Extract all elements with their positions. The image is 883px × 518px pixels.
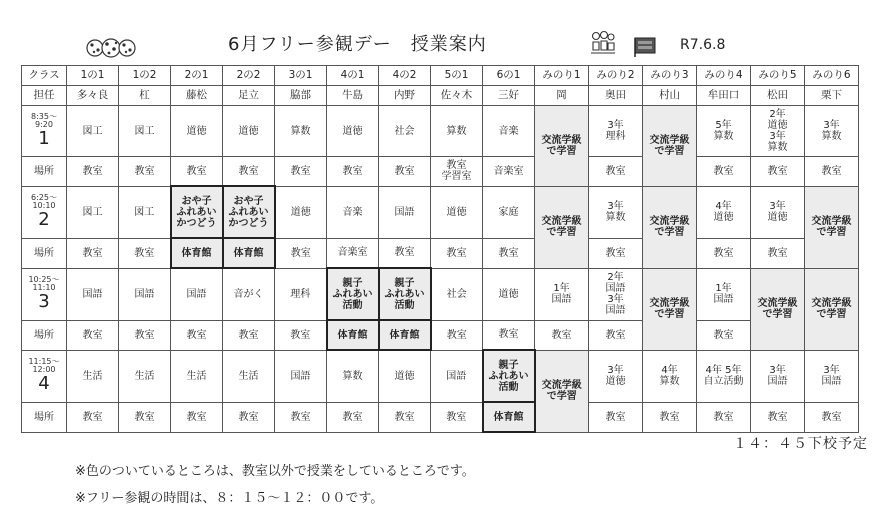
- subject-cell: 生活: [171, 350, 223, 402]
- place-cell: 体育館: [223, 238, 275, 268]
- subject-cell: 道徳: [483, 268, 535, 320]
- class-header-cell: 4の1: [327, 66, 379, 86]
- place-cell: 教室: [67, 320, 119, 350]
- subject-cell: 音楽: [483, 106, 535, 157]
- subject-cell: 社会: [431, 268, 483, 320]
- place-label: 場所: [22, 320, 67, 350]
- place-cell: 教室: [431, 402, 483, 432]
- teacher-cell: 奥田: [589, 86, 643, 106]
- subject-cell: 図工: [119, 186, 171, 238]
- place-cell: 教室: [379, 157, 431, 187]
- subject-cell: 1年 国語: [535, 268, 589, 320]
- exchange-class-cell: 交流学級 で学習: [535, 106, 589, 187]
- place-cell: 教室: [223, 157, 275, 187]
- class-header-label: クラス: [22, 66, 67, 86]
- children-icon: [590, 30, 616, 58]
- subject-cell: 理科: [275, 268, 327, 320]
- exchange-class-cell: 交流学級 で学習: [643, 268, 697, 350]
- subject-cell: 道徳: [171, 106, 223, 157]
- exchange-class-cell: 交流学級 で学習: [535, 186, 589, 268]
- place-cell: 教室: [751, 402, 805, 432]
- place-cell: 教室: [697, 238, 751, 268]
- place-cell: 教室: [751, 157, 805, 187]
- place-cell: 教室: [119, 157, 171, 187]
- place-cell: 教室: [483, 320, 535, 350]
- period-time: 11:15～ 12:00: [28, 357, 60, 374]
- place-row: [22, 320, 859, 350]
- teacher-cell: 栗下: [805, 86, 859, 106]
- subject-cell: 2年 道徳 3年 算数: [751, 106, 805, 157]
- place-cell: 教室: [275, 402, 327, 432]
- exchange-class-cell: 交流学級 で学習: [805, 268, 859, 350]
- place-cell: 教室: [643, 402, 697, 432]
- place-row: [22, 402, 859, 432]
- subject-cell: 算数: [327, 350, 379, 402]
- period-number: 4: [38, 373, 50, 394]
- period-number: 1: [38, 128, 50, 149]
- place-cell: 教室: [697, 320, 751, 350]
- subject-cell: 道徳: [431, 186, 483, 238]
- period-time: 10:25～ 11:10: [28, 275, 60, 292]
- class-header-cell: 4の2: [379, 66, 431, 86]
- period-row: [22, 186, 859, 238]
- subject-cell: 4年 道徳: [697, 186, 751, 238]
- subject-cell: 国語: [379, 186, 431, 238]
- flag-icon: [632, 36, 660, 58]
- place-cell: 教室: [589, 157, 643, 187]
- place-cell: 教室: [67, 402, 119, 432]
- subject-cell: 道徳: [275, 186, 327, 238]
- teacher-cell: 多々良: [67, 86, 119, 106]
- place-cell: 体育館: [379, 320, 431, 350]
- place-cell: 教室: [805, 402, 859, 432]
- teacher-label: 担任: [22, 86, 67, 106]
- subject-cell: 生活: [223, 350, 275, 402]
- class-header-cell: みのり6: [805, 66, 859, 86]
- subject-cell: 親子 ふれあい 活動: [379, 268, 431, 320]
- page-title: 6月フリー参観デー 授業案内: [228, 34, 487, 55]
- subject-cell: 道徳: [379, 350, 431, 402]
- period-time: 8:35～ 9:20: [31, 112, 57, 129]
- place-cell: 教室: [805, 157, 859, 187]
- exchange-class-cell: 交流学級 で学習: [643, 186, 697, 268]
- class-header-cell: みのり5: [751, 66, 805, 86]
- subject-cell: 道徳: [327, 106, 379, 157]
- subject-cell: 算数: [431, 106, 483, 157]
- place-row: [22, 238, 859, 268]
- subject-cell: 4年 5年 自立活動: [697, 350, 751, 402]
- place-cell: 教室: [535, 320, 589, 350]
- subject-cell: 道徳: [223, 106, 275, 157]
- place-cell: 教室: [223, 402, 275, 432]
- subject-cell: 音がく: [223, 268, 275, 320]
- teacher-cell: 三好: [483, 86, 535, 106]
- class-header-cell: みのり2: [589, 66, 643, 86]
- place-cell: 教室: [697, 402, 751, 432]
- teacher-cell: 足立: [223, 86, 275, 106]
- place-cell: 教室: [67, 238, 119, 268]
- place-cell: 教室: [171, 320, 223, 350]
- subject-cell: 国語: [431, 350, 483, 402]
- subject-cell: 家庭: [483, 186, 535, 238]
- subject-cell: 生活: [119, 350, 171, 402]
- subject-cell: 3年 国語: [805, 350, 859, 402]
- place-cell: 音楽室: [483, 157, 535, 187]
- place-label: 場所: [22, 402, 67, 432]
- teacher-cell: 牟田口: [697, 86, 751, 106]
- teacher-cell: 内野: [379, 86, 431, 106]
- subject-cell: 図工: [119, 106, 171, 157]
- place-cell: 教室: [589, 320, 643, 350]
- date-label: R7.6.8: [680, 37, 726, 53]
- subject-cell: 3年 道徳: [589, 350, 643, 402]
- period-row: [22, 350, 859, 402]
- teacher-cell: 岡: [535, 86, 589, 106]
- flower-logo-icon: [85, 37, 137, 59]
- period-label-cell: [22, 106, 67, 157]
- subject-cell: 音楽: [327, 186, 379, 238]
- subject-cell: 親子 ふれあい 活動: [327, 268, 379, 320]
- exchange-class-cell: 交流学級 で学習: [805, 186, 859, 268]
- subject-cell: 3年 算数: [589, 186, 643, 238]
- subject-cell: 社会: [379, 106, 431, 157]
- teacher-row: [22, 86, 859, 106]
- class-header-cell: 3の1: [275, 66, 327, 86]
- place-row: [22, 157, 859, 187]
- teacher-cell: 佐々木: [431, 86, 483, 106]
- period-row: [22, 268, 859, 320]
- place-cell: 教室: [379, 238, 431, 268]
- subject-cell: おや子 ふれあい かつどう: [223, 186, 275, 238]
- subject-cell: 5年 算数: [697, 106, 751, 157]
- teacher-cell: 村山: [643, 86, 697, 106]
- subject-cell: 国語: [171, 268, 223, 320]
- subject-cell: 3年 理科: [589, 106, 643, 157]
- subject-cell: 3年 道徳: [751, 186, 805, 238]
- teacher-cell: 牛島: [327, 86, 379, 106]
- subject-cell: おや子 ふれあい かつどう: [171, 186, 223, 238]
- class-header-cell: 1の2: [119, 66, 171, 86]
- exchange-class-cell: 交流学級 で学習: [751, 268, 805, 350]
- period-label-cell: [22, 268, 67, 320]
- teacher-cell: 脇部: [275, 86, 327, 106]
- place-cell: 教室 学習室: [431, 157, 483, 187]
- note-visiting-hours: ※フリー参観の時間は、８：１５～１２：００です。: [75, 491, 384, 506]
- place-cell: 体育館: [171, 238, 223, 268]
- place-cell: 教室: [171, 402, 223, 432]
- teacher-cell: 藤松: [171, 86, 223, 106]
- period-label-cell: [22, 350, 67, 402]
- period-number: 2: [38, 209, 50, 230]
- dismissal-time: １４：４５下校予定: [733, 436, 868, 452]
- class-header-cell: 6の1: [483, 66, 535, 86]
- place-cell: 教室: [67, 157, 119, 187]
- subject-cell: 国語: [119, 268, 171, 320]
- subject-cell: 4年 算数: [643, 350, 697, 402]
- subject-cell: 3年 算数: [805, 106, 859, 157]
- note-color-explanation: ※色のついているところは、教室以外で授業をしているところです。: [75, 464, 475, 479]
- place-cell: 教室: [327, 157, 379, 187]
- period-row: [22, 106, 859, 157]
- place-cell: 教室: [431, 238, 483, 268]
- place-cell: 教室: [431, 320, 483, 350]
- teacher-cell: 松田: [751, 86, 805, 106]
- place-cell: 教室: [119, 320, 171, 350]
- class-header-cell: みのり3: [643, 66, 697, 86]
- class-header-cell: みのり1: [535, 66, 589, 86]
- period-time: 6:25～ 10:10: [31, 193, 57, 210]
- teacher-cell: 杠: [119, 86, 171, 106]
- place-cell: 教室: [275, 157, 327, 187]
- place-cell: 教室: [119, 238, 171, 268]
- place-label: 場所: [22, 238, 67, 268]
- subject-cell: 図工: [67, 186, 119, 238]
- place-cell: 教室: [275, 320, 327, 350]
- class-header-cell: 2の2: [223, 66, 275, 86]
- subject-cell: 図工: [67, 106, 119, 157]
- place-cell: 教室: [589, 402, 643, 432]
- class-header-cell: 5の1: [431, 66, 483, 86]
- place-cell: 教室: [275, 238, 327, 268]
- class-header-row: [22, 66, 859, 86]
- place-cell: 教室: [379, 402, 431, 432]
- subject-cell: 2年 国語 3年 国語: [589, 268, 643, 320]
- place-cell: 教室: [223, 320, 275, 350]
- place-label: 場所: [22, 157, 67, 187]
- place-cell: 教室: [751, 238, 805, 268]
- place-cell: 体育館: [483, 402, 535, 432]
- place-cell: 教室: [589, 238, 643, 268]
- subject-cell: 親子 ふれあい 活動: [483, 350, 535, 402]
- place-cell: 教室: [119, 402, 171, 432]
- exchange-class-cell: 交流学級 で学習: [535, 350, 589, 432]
- subject-cell: 国語: [275, 350, 327, 402]
- place-cell: 教室: [697, 157, 751, 187]
- place-cell: 体育館: [327, 320, 379, 350]
- subject-cell: 算数: [275, 106, 327, 157]
- class-header-cell: みのり4: [697, 66, 751, 86]
- subject-cell: 1年 国語: [697, 268, 751, 320]
- subject-cell: 生活: [67, 350, 119, 402]
- place-cell: 音楽室: [327, 238, 379, 268]
- period-label-cell: [22, 186, 67, 238]
- subject-cell: 3年 国語: [751, 350, 805, 402]
- exchange-class-cell: 交流学級 で学習: [643, 106, 697, 187]
- class-header-cell: 2の1: [171, 66, 223, 86]
- class-header-cell: 1の1: [67, 66, 119, 86]
- place-cell: 教室: [171, 157, 223, 187]
- schedule-table: [21, 65, 859, 433]
- period-number: 3: [38, 291, 50, 312]
- place-cell: 教室: [327, 402, 379, 432]
- subject-cell: 国語: [67, 268, 119, 320]
- place-cell: 教室: [483, 238, 535, 268]
